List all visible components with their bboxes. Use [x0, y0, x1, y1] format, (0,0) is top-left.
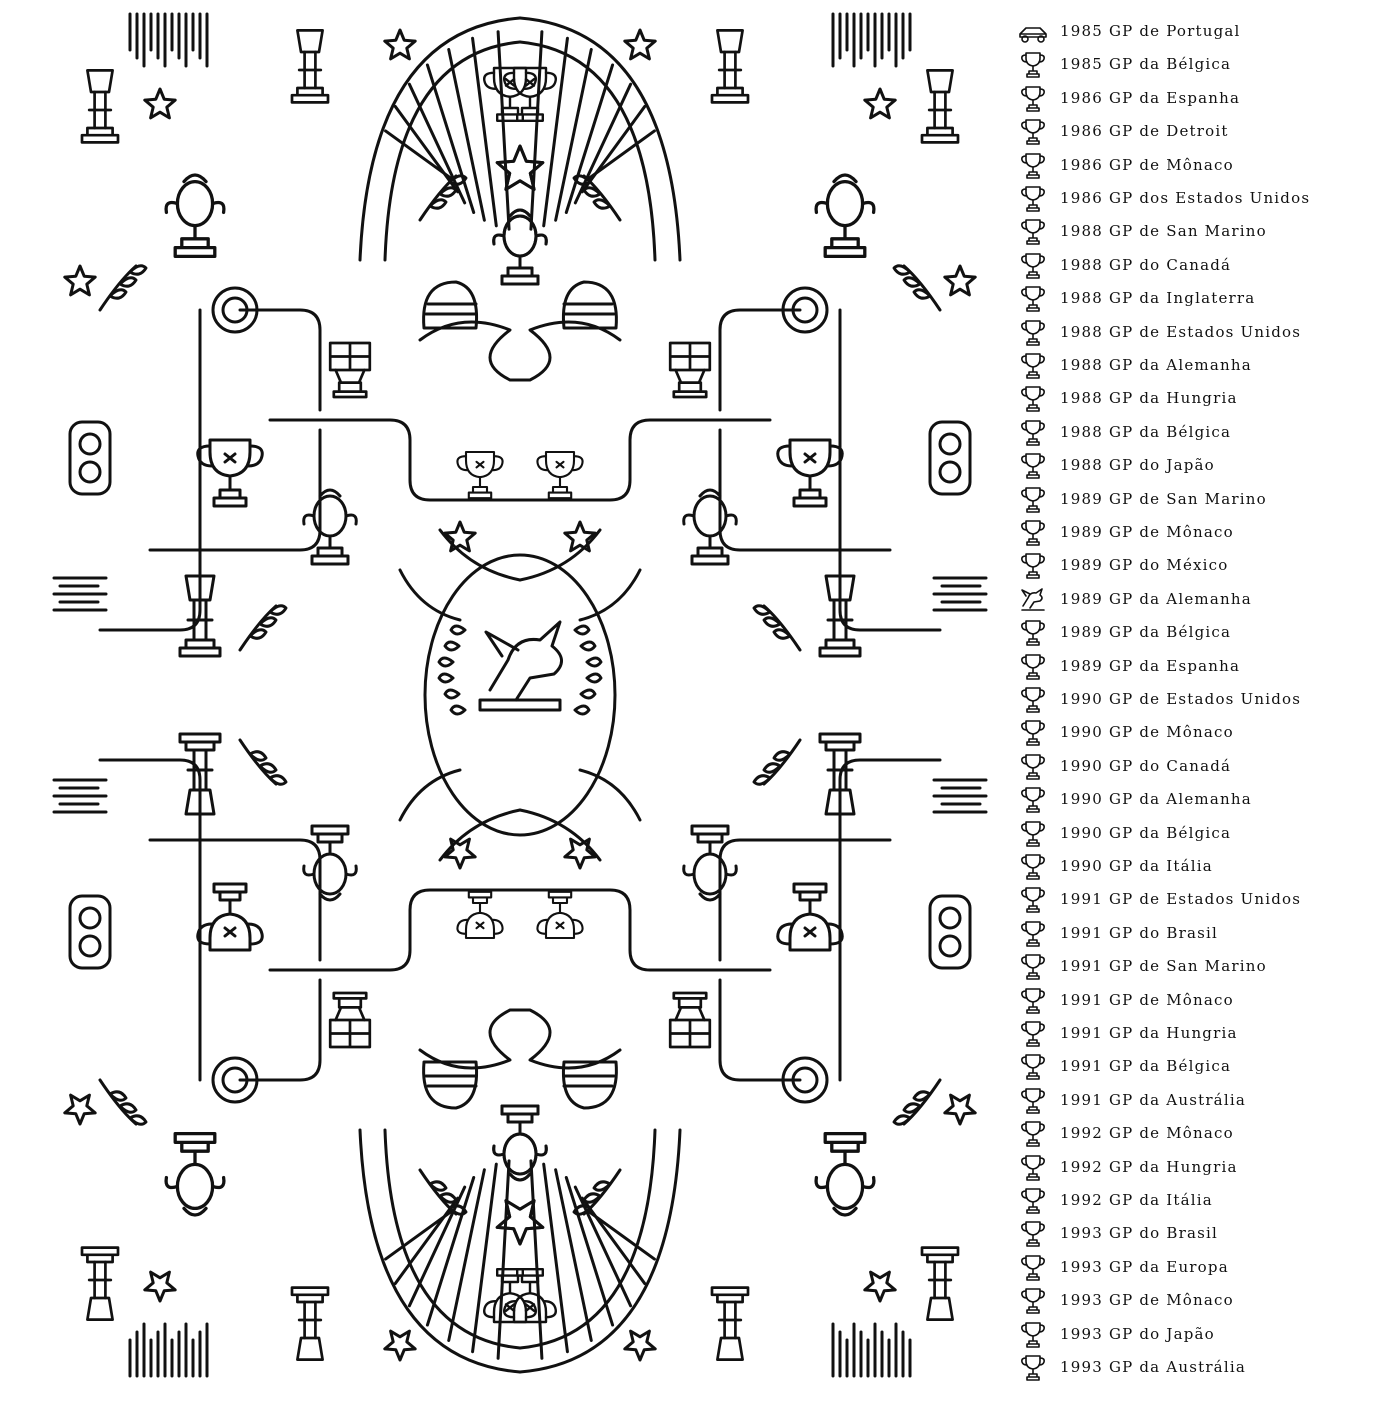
- trophy-icon: [198, 884, 263, 950]
- legend-item-label: 1993 GP da Europa: [1060, 1257, 1229, 1276]
- pattern-quadrant-bottom-right: [494, 734, 986, 1376]
- trophy-icon: [1012, 849, 1054, 883]
- trophy-icon: [1012, 348, 1054, 382]
- trophy-icon: [670, 343, 710, 397]
- trophy-icon: [1012, 448, 1054, 482]
- trophy-icon: [1012, 916, 1054, 950]
- star-icon: [385, 30, 415, 59]
- trophy-icon: [712, 30, 748, 102]
- legend-item-label: 1986 GP de Mônaco: [1060, 155, 1234, 174]
- legend-item: [1012, 1317, 1215, 1351]
- legend-item: [1012, 882, 1301, 916]
- legend-item-label: 1986 GP da Espanha: [1060, 88, 1241, 107]
- trophy-icon: [457, 452, 502, 498]
- legend-item-label: 1989 GP da Bélgica: [1060, 623, 1232, 642]
- legend-item-label: 1992 GP de Mônaco: [1060, 1124, 1234, 1143]
- star-icon: [945, 1095, 975, 1124]
- trophy-pattern-illustration: [40, 10, 1000, 1380]
- trophy-icon: [1012, 816, 1054, 850]
- legend-item-label: 1989 GP da Alemanha: [1060, 589, 1252, 608]
- star-icon: [145, 1272, 175, 1301]
- legend-item-label: 1990 GP da Bélgica: [1060, 823, 1232, 842]
- legend-item: [1012, 281, 1255, 315]
- legend-item: [1012, 482, 1267, 516]
- laurel-icon: [754, 740, 800, 784]
- trophy-icon: [484, 68, 536, 121]
- legend-item: [1012, 1183, 1213, 1217]
- trophy-icon: [1012, 81, 1054, 115]
- trophy-icon: [504, 68, 556, 121]
- pattern-quadrant-top-right: [494, 14, 986, 656]
- trophy-icon: [494, 1106, 547, 1180]
- legend-item-label: 1989 GP da Espanha: [1060, 656, 1241, 675]
- legend-item: [1012, 381, 1238, 415]
- star-icon: [65, 1095, 95, 1124]
- star-icon: [865, 89, 895, 118]
- legend-item-label: 1993 GP da Austrália: [1060, 1358, 1246, 1376]
- traffic-light-icon: [70, 896, 110, 968]
- trophy-icon: [712, 1288, 748, 1360]
- legend-item: [1012, 181, 1310, 215]
- legend-item: [1012, 1216, 1218, 1250]
- trophy-icon: [1012, 548, 1054, 582]
- trophy-pattern-svg: [40, 10, 1000, 1380]
- trophy-icon: [1012, 1016, 1054, 1050]
- legend-item-label: 1988 GP de San Marino: [1060, 222, 1267, 241]
- trophy-icon: [292, 1288, 328, 1360]
- trophy-icon: [504, 1269, 556, 1322]
- star-icon: [145, 89, 175, 118]
- trophy-icon: [330, 343, 370, 397]
- trophy-icon: [166, 1134, 224, 1215]
- legend-item-label: 1992 GP da Itália: [1060, 1191, 1213, 1209]
- trophy-icon: [1012, 1116, 1054, 1150]
- legend-item: [1012, 682, 1301, 716]
- legend-item: [1012, 1350, 1246, 1384]
- trophy-icon: [778, 440, 843, 506]
- trophy-icon: [684, 490, 737, 564]
- legend-item: [1012, 415, 1231, 449]
- legend-item: [1012, 214, 1267, 248]
- trophy-icon: [1012, 1183, 1054, 1217]
- legend-item-label: 1991 GP da Hungria: [1060, 1024, 1238, 1042]
- legend-item-label: 1993 GP do Japão: [1060, 1324, 1215, 1343]
- trophy-icon: [198, 440, 263, 506]
- trophy-icon: [1012, 315, 1054, 349]
- trophy-icon: [1012, 615, 1054, 649]
- legend-item-label: 1992 GP da Hungria: [1060, 1157, 1238, 1176]
- trophy-icon: [1012, 1250, 1054, 1284]
- trophy-icon: [1012, 148, 1054, 182]
- trophy-icon: [1012, 47, 1054, 81]
- trophy-icon: [1012, 415, 1054, 449]
- legend-item-label: 1990 GP do Canadá: [1060, 756, 1232, 775]
- star-icon: [945, 266, 975, 295]
- trophy-icon: [1012, 749, 1054, 783]
- traffic-light-icon: [70, 422, 110, 494]
- legend-item: [1012, 749, 1231, 783]
- pegasus-icon: [480, 622, 562, 710]
- legend-item: [1012, 782, 1252, 816]
- trophy-icon: [1012, 1083, 1054, 1117]
- trophy-icon: [1012, 649, 1054, 683]
- trophy-icon: [1012, 882, 1054, 916]
- trophy-icon: [816, 1134, 874, 1215]
- trophy-icon: [1012, 181, 1054, 215]
- legend-item: [1012, 515, 1234, 549]
- trophy-icon: [1012, 715, 1054, 749]
- trophy-icon: [1012, 682, 1054, 716]
- trophy-icon: [1012, 1049, 1054, 1083]
- legend-item: [1012, 849, 1213, 883]
- trophy-icon: [304, 826, 357, 900]
- legend-item-label: 1988 GP da Bélgica: [1060, 422, 1232, 441]
- legend-item-label: 1989 GP do México: [1060, 556, 1229, 575]
- trophy-icon: [922, 70, 958, 142]
- legend-item: [1012, 548, 1229, 582]
- laurel-icon: [240, 606, 286, 650]
- trophy-icon: [494, 210, 547, 284]
- legend-item: [1012, 983, 1234, 1017]
- trophy-icon: [1012, 949, 1054, 983]
- trophy-icon: [778, 884, 843, 950]
- trophy-icon: [304, 490, 357, 564]
- trophy-icon: [1012, 281, 1054, 315]
- laurel-icon: [894, 1080, 940, 1124]
- legend-item-label: 1986 GP dos Estados Unidos: [1060, 189, 1311, 207]
- legend-item: [1012, 47, 1231, 81]
- legend-item-label: 1985 GP da Bélgica: [1060, 55, 1232, 74]
- legend-item: [1012, 81, 1240, 115]
- pattern-quadrant-top-left: [54, 14, 546, 656]
- legend-item: [1012, 615, 1231, 649]
- star-icon: [445, 839, 475, 868]
- legend-item-label: 1993 GP de Mônaco: [1060, 1291, 1234, 1310]
- legend-item-label: 1989 GP de Mônaco: [1060, 523, 1234, 541]
- trophy-icon: [1012, 214, 1054, 248]
- trophy-icon: [1012, 1350, 1054, 1384]
- legend-item-label: 1990 GP da Alemanha: [1060, 790, 1252, 809]
- star-icon: [625, 30, 655, 59]
- legend-item: [1012, 916, 1218, 950]
- trophy-icon: [1012, 515, 1054, 549]
- legend-item: [1012, 315, 1301, 349]
- trophy-icon: [1012, 482, 1054, 516]
- legend-item-label: 1993 GP do Brasil: [1060, 1224, 1219, 1243]
- legend-item: [1012, 816, 1231, 850]
- trophy-icon: [816, 175, 874, 256]
- laurel-icon: [574, 1170, 620, 1214]
- trophy-icon: [494, 1106, 547, 1180]
- trophy-icon: [1012, 1283, 1054, 1317]
- legend-item: [1012, 14, 1241, 48]
- legend-item-label: 1990 GP de Mônaco: [1060, 723, 1234, 742]
- car-icon: [1012, 14, 1054, 48]
- trophy-icon: [1012, 782, 1054, 816]
- trophy-legend-list: [1012, 14, 1372, 1384]
- trophy-icon: [1012, 381, 1054, 415]
- trophy-icon: [457, 892, 502, 938]
- pattern-quadrant-bottom-left: [54, 734, 546, 1376]
- star-icon: [865, 1272, 895, 1301]
- legend-item: [1012, 582, 1252, 616]
- trophy-icon: [670, 993, 710, 1047]
- star-icon: [385, 1331, 415, 1360]
- laurel-icon: [420, 1170, 466, 1214]
- pegasus-icon: [1012, 582, 1054, 616]
- laurel-icon: [894, 266, 940, 310]
- legend-item: [1012, 448, 1215, 482]
- legend-item-label: 1991 GP da Austrália: [1060, 1090, 1246, 1109]
- star-icon: [445, 522, 475, 551]
- traffic-light-icon: [930, 422, 970, 494]
- trophy-icon: [537, 452, 582, 498]
- laurel-icon: [100, 1080, 146, 1124]
- trophy-icon: [1012, 983, 1054, 1017]
- legend-item-label: 1989 GP de San Marino: [1060, 489, 1267, 508]
- legend-item: [1012, 1049, 1231, 1083]
- trophy-icon: [1012, 1216, 1054, 1250]
- legend-item-label: 1988 GP da Hungria: [1060, 389, 1238, 408]
- legend-item-label: 1988 GP da Alemanha: [1060, 356, 1252, 374]
- central-medallion: [425, 555, 615, 835]
- legend-item-label: 1988 GP de Estados Unidos: [1060, 322, 1302, 341]
- traffic-light-icon: [930, 896, 970, 968]
- legend-item-label: 1991 GP de Estados Unidos: [1060, 890, 1302, 909]
- legend-item-label: 1988 GP do Canadá: [1060, 255, 1232, 274]
- trophy-icon: [537, 892, 582, 938]
- legend-item: [1012, 1016, 1238, 1050]
- trophy-icon: [684, 826, 737, 900]
- legend-item-label: 1991 GP do Brasil: [1060, 923, 1219, 942]
- trophy-icon: [330, 993, 370, 1047]
- legend-item: [1012, 1150, 1238, 1184]
- trophy-icon: [166, 175, 224, 256]
- trophy-icon: [82, 1248, 118, 1320]
- laurel-icon: [754, 606, 800, 650]
- legend-item: [1012, 1283, 1234, 1317]
- trophy-icon: [292, 30, 328, 102]
- star-icon: [565, 522, 595, 551]
- legend-item-label: 1990 GP de Estados Unidos: [1060, 690, 1302, 708]
- star-icon: [565, 839, 595, 868]
- trophy-icon: [922, 1248, 958, 1320]
- legend-item: [1012, 1250, 1229, 1284]
- laurel-icon: [574, 176, 620, 220]
- trophy-icon: [494, 210, 547, 284]
- laurel-icon: [240, 740, 286, 784]
- laurel-icon: [420, 176, 466, 220]
- legend-item-label: 1986 GP de Detroit: [1060, 122, 1229, 141]
- trophy-icon: [1012, 114, 1054, 148]
- star-icon: [625, 1331, 655, 1360]
- trophy-icon: [1012, 248, 1054, 282]
- legend-item-label: 1991 GP da Bélgica: [1060, 1057, 1232, 1076]
- legend-item: [1012, 1083, 1246, 1117]
- legend-item-label: 1988 GP da Inglaterra: [1060, 289, 1256, 308]
- legend-item: [1012, 114, 1229, 148]
- star-icon: [65, 266, 95, 295]
- trophy-icon: [1012, 1150, 1054, 1184]
- trophy-icon: [82, 70, 118, 142]
- legend-item: [1012, 649, 1240, 683]
- legend-item: [1012, 1116, 1234, 1150]
- legend-item: [1012, 715, 1234, 749]
- trophy-icon: [1012, 1317, 1054, 1351]
- legend-item-label: 1988 GP do Japão: [1060, 456, 1215, 475]
- legend-item-label: 1985 GP de Portugal: [1060, 22, 1241, 40]
- legend-item-label: 1991 GP de Mônaco: [1060, 990, 1234, 1009]
- laurel-icon: [100, 266, 146, 310]
- trophy-icon: [484, 1269, 536, 1322]
- legend-item-label: 1990 GP da Itália: [1060, 857, 1213, 875]
- legend-item: [1012, 148, 1234, 182]
- legend-item: [1012, 348, 1252, 382]
- legend-item-label: 1991 GP de San Marino: [1060, 957, 1267, 976]
- legend-item: [1012, 949, 1267, 983]
- legend-item: [1012, 248, 1231, 282]
